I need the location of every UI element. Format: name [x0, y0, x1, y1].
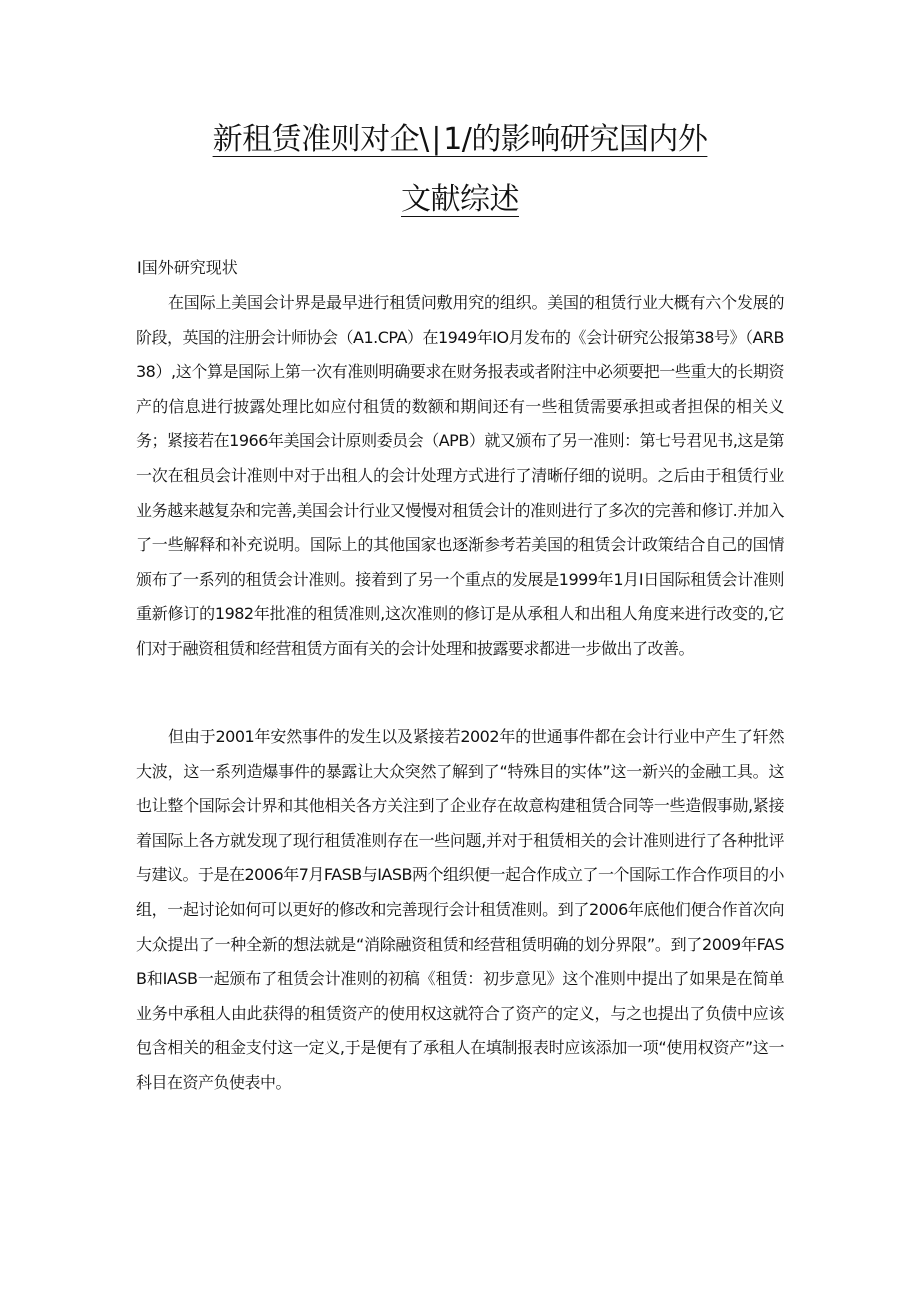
document-title-line-2	[0, 180, 920, 220]
document-title-line-1	[0, 120, 920, 160]
section-heading: I国外研究现状	[137, 258, 238, 277]
paragraph-1: 在国际上美国会计界是最早进行租赁问敷用究的组织。美国的租赁行业大概有六个发展的阶段，英国的注册会计师协会（A1.CPA）在1949年IO月发布的《会计研究公报第38号》（ARB38）,这个算是国际上第一次有准则明确要求在财务报表或者附注中必须要把一些重大的长期资产的信息进行披露处理比如应付租赁的数额和期间还有一些租赁需要承担或者担保的相关义务；紧接若在1966年美国会计原则委员会（APB）就又颁布了另一准则：第七号君见书,这是第一次在租员会计准则中对于出租人的会计处理方式进行了清晰仔细的说明。之后由于租赁行业业务越来越复杂和完善,美国会计行业又慢慢对租赁会计的准则进行了多次的完善和修订.并加入了一些解释和补充说明。国际上的其他国家也逐渐参考若美国的租赁会计政策结合自己的国情颁布了一系列的租赁会计准则。接着到了另一个重点的发展是1999年1月I日国际租赁会计准则重新修订的1982年批准的租赁准则,这次准则的修订是从承租人和出租人角度来进行改变的,它们对于融资租赁和经营租赁方面有关的会计处理和披露要求都进一步做出了改善。	[136, 293, 784, 658]
title-text-2: 文献综述	[401, 182, 519, 217]
paragraph-2: 但由于2001年安然事件的发生以及紧接若2002年的世通事件都在会计行业中产生了轩然大波，这一系列造爆事件的暴露让大众突然了解到了“特殊目的实体”这一新兴的金融工具。这也让整个国际会计界和其他相关各方关注到了企业存在故意构建租赁合同等一些造假事勋,紧接着国际上各方就发现了现行租赁准则存在一些问题,并对于租赁相关的会计准则进行了各种批评与建议。于是在2006年7月FASB与IASB两个组织便一起合作成立了一个国际工作合作项目的小组，一起讨论如何可以更好的修改和完善现行会计租赁准则。到了2006年底他们便合作首次向大众提出了一种全新的想法就是“消除融资租赁和经营租赁明确的划分界限”。到了2009年FASB和IASB一起颁布了租赁会计准则的初稿《租赁：初步意见》这个准则中提出了如果是在简单业务中承租人由此获得的租赁资产的使用权这就符合了资产的定义，与之也提出了负债中应该包含相关的租金支付这一定义,于是便有了承租人在填制报表时应该添加一项“使用权资产”这一科目在资产负使表中。	[136, 727, 785, 1092]
title-text-1: 新租赁准则对企\∣1/的影响研究国内外	[212, 122, 708, 157]
